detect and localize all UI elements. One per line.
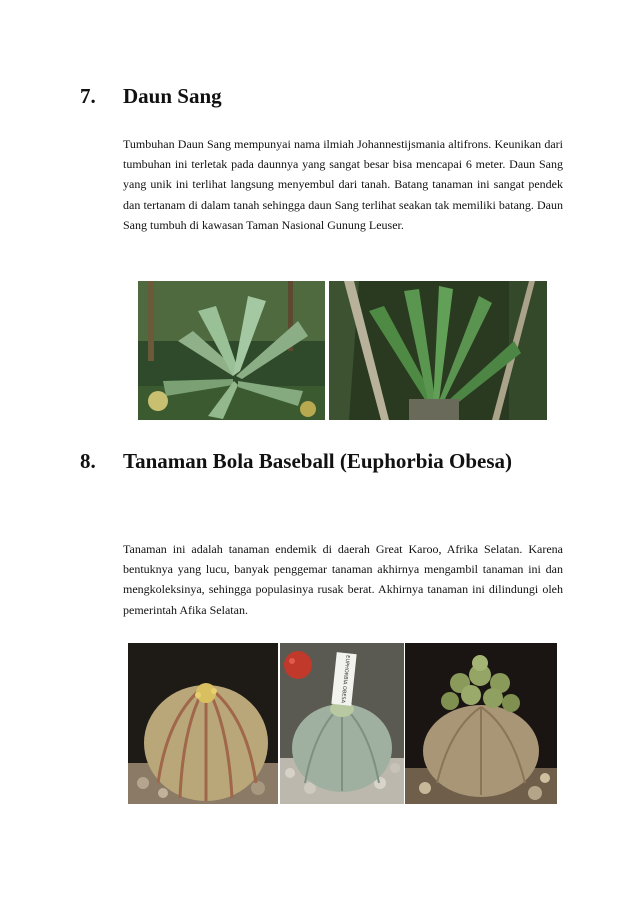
daun-sang-photo-1 bbox=[138, 281, 325, 420]
daun-sang-photo-2 bbox=[329, 281, 547, 420]
section-8-paragraph: Tanaman ini adalah tanaman endemik di daerah Great Karoo, Afrika Selatan. Karena bentuknya yang lucu, banyak penggemar tanaman akhirnya mengambil tanaman ini dan mengkoleksinya, sehingga populasinya rusak berat. Akhirnya tanaman ini dilindungi oleh pemerintah Afika Selatan. bbox=[123, 542, 563, 617]
euphorbia-photo-2 bbox=[280, 643, 404, 804]
euphorbia-photo-3 bbox=[405, 643, 557, 804]
section-title: Daun Sang bbox=[123, 84, 222, 108]
section-title: Tanaman Bola Baseball (Euphorbia Obesa) bbox=[123, 449, 512, 473]
section-number: 7. bbox=[80, 84, 96, 108]
euphorbia-photo-1 bbox=[128, 643, 278, 804]
section-7-paragraph: Tumbuhan Daun Sang mempunyai nama ilmiah Johannestijsmania altifrons. Keunikan dari tumbuhan ini terletak pada daunnya yang sangat besar bisa mencapai 6 meter. Daun Sang yang unik ini terlihat langsung menyembul dari tanah. Batang tanaman ini sangat pendek dan tertanam di dalam tanah sehingga daun Sang terlihat seakan tak memiliki batang. Daun Sang tumbuh di kawasan Taman Nasional Gunung Leuser. bbox=[123, 137, 563, 232]
section-number: 8. bbox=[80, 449, 96, 473]
plant-label-text: EUPHORBIA OBESA bbox=[339, 654, 351, 704]
